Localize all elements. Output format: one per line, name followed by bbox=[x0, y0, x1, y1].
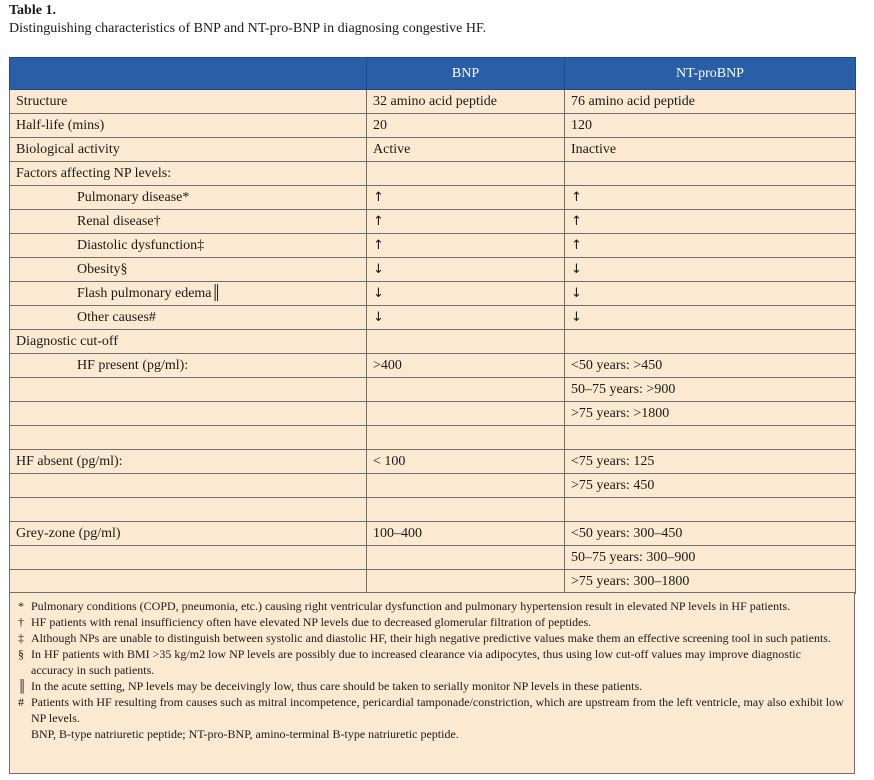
ntprobnp-value-cell: 120 bbox=[565, 114, 856, 138]
footnote-mark: # bbox=[18, 695, 24, 709]
footnotes-box bbox=[9, 592, 855, 774]
table-row bbox=[10, 282, 856, 306]
table-row bbox=[10, 258, 856, 282]
bnp-value-cell: Active bbox=[367, 138, 565, 162]
table-row bbox=[10, 138, 856, 162]
bnp-value-cell: ↑ bbox=[367, 186, 565, 210]
row-label-cell: Pulmonary disease* bbox=[10, 186, 367, 210]
row-label-cell: HF present (pg/ml): bbox=[10, 354, 367, 378]
bnp-value-cell: ↑ bbox=[367, 210, 565, 234]
ntprobnp-value-cell: ↓ bbox=[565, 258, 856, 282]
footnote bbox=[18, 646, 846, 678]
ntprobnp-value-cell bbox=[565, 330, 856, 354]
row-label-cell: Other causes# bbox=[10, 306, 367, 330]
row-label-cell: Biological activity bbox=[10, 138, 367, 162]
bnp-value-cell bbox=[367, 546, 565, 570]
row-label-cell: Flash pulmonary edema║ bbox=[10, 282, 367, 306]
ntprobnp-value-cell: >75 years: 450 bbox=[565, 474, 856, 498]
table-row bbox=[10, 90, 856, 114]
row-label-cell bbox=[10, 498, 367, 522]
ntprobnp-value-cell: <50 years: 300–450 bbox=[565, 522, 856, 546]
table-row bbox=[10, 402, 856, 426]
table-row bbox=[10, 426, 856, 450]
bnp-value-cell bbox=[367, 498, 565, 522]
table-row bbox=[10, 450, 856, 474]
footnote bbox=[18, 694, 846, 726]
bnp-value-cell: >400 bbox=[367, 354, 565, 378]
footnote-mark: * bbox=[18, 599, 24, 613]
bnp-value-cell: ↓ bbox=[367, 282, 565, 306]
table-row bbox=[10, 378, 856, 402]
footnote-mark: ‡ bbox=[18, 631, 24, 645]
header-cell-ntprobnp: NT-proBNP bbox=[565, 58, 856, 90]
bnp-value-cell bbox=[367, 426, 565, 450]
ntprobnp-value-cell: ↑ bbox=[565, 186, 856, 210]
table-row bbox=[10, 354, 856, 378]
ntprobnp-value-cell: 50–75 years: >900 bbox=[565, 378, 856, 402]
table-row bbox=[10, 546, 856, 570]
header-cell-label bbox=[10, 58, 367, 90]
ntprobnp-value-cell: >75 years: >1800 bbox=[565, 402, 856, 426]
footnote-mark: § bbox=[18, 647, 24, 661]
ntprobnp-value-cell: <75 years: 125 bbox=[565, 450, 856, 474]
ntprobnp-value-cell: ↓ bbox=[565, 306, 856, 330]
bnp-value-cell: < 100 bbox=[367, 450, 565, 474]
row-label-cell bbox=[10, 426, 367, 450]
bnp-value-cell: ↑ bbox=[367, 234, 565, 258]
row-label-cell: Obesity§ bbox=[10, 258, 367, 282]
table-row bbox=[10, 522, 856, 546]
ntprobnp-value-cell: ↑ bbox=[565, 210, 856, 234]
footnote bbox=[18, 598, 846, 614]
table-title: Table 1. bbox=[9, 3, 56, 18]
row-label-cell: Diastolic dysfunction‡ bbox=[10, 234, 367, 258]
footnote bbox=[18, 678, 846, 694]
footnote-text: Although NPs are unable to distinguish between systolic and diastolic HF, their high negative predictive values make them an effective screening tool in such patients. bbox=[31, 631, 831, 645]
table-body bbox=[10, 90, 856, 594]
bnp-value-cell: 32 amino acid peptide bbox=[367, 90, 565, 114]
header-row bbox=[10, 58, 856, 90]
ntprobnp-value-cell: <50 years: >450 bbox=[565, 354, 856, 378]
footnote-text: Pulmonary conditions (COPD, pneumonia, etc.) causing right ventricular dysfunction and pulmonary hypertension result in elevated NP levels in HF patients. bbox=[31, 599, 791, 613]
bnp-value-cell: 100–400 bbox=[367, 522, 565, 546]
row-label-cell bbox=[10, 378, 367, 402]
table-row bbox=[10, 498, 856, 522]
footnote-mark: † bbox=[18, 615, 24, 629]
row-label-cell bbox=[10, 570, 367, 594]
row-label-cell: Grey-zone (pg/ml) bbox=[10, 522, 367, 546]
table-row bbox=[10, 234, 856, 258]
header-cell-bnp: BNP bbox=[367, 58, 565, 90]
footnote-text: Patients with HF resulting from causes such as mitral incompetence, pericardial tamponade/constriction, which are upstream from the left ventricle, may also exhibit low NP levels. bbox=[31, 695, 844, 725]
ntprobnp-value-cell: 50–75 years: 300–900 bbox=[565, 546, 856, 570]
bnp-value-cell bbox=[367, 570, 565, 594]
ntprobnp-value-cell: 76 amino acid peptide bbox=[565, 90, 856, 114]
row-label-cell: Structure bbox=[10, 90, 367, 114]
row-label-cell: Half-life (mins) bbox=[10, 114, 367, 138]
bnp-value-cell: ↓ bbox=[367, 306, 565, 330]
row-label-cell: Diagnostic cut-off bbox=[10, 330, 367, 354]
comparison-table bbox=[9, 57, 856, 594]
bnp-value-cell: 20 bbox=[367, 114, 565, 138]
table-row bbox=[10, 210, 856, 234]
bnp-value-cell bbox=[367, 402, 565, 426]
table-caption: Distinguishing characteristics of BNP and NT-pro-BNP in diagnosing congestive HF. bbox=[9, 21, 487, 36]
table-row bbox=[10, 186, 856, 210]
row-label-cell bbox=[10, 474, 367, 498]
bnp-value-cell bbox=[367, 474, 565, 498]
table-row bbox=[10, 570, 856, 594]
footnote-text: In the acute setting, NP levels may be deceivingly low, thus care should be taken to serially monitor NP levels in these patients. bbox=[31, 679, 643, 693]
bnp-value-cell bbox=[367, 330, 565, 354]
table-row bbox=[10, 306, 856, 330]
table-row bbox=[10, 114, 856, 138]
row-label-cell bbox=[10, 546, 367, 570]
abbreviations-note: BNP, B-type natriuretic peptide; NT-pro-BNP, amino-terminal B-type natriuretic peptide. bbox=[31, 727, 459, 741]
bnp-value-cell: ↓ bbox=[367, 258, 565, 282]
ntprobnp-value-cell bbox=[565, 162, 856, 186]
row-label-cell: Renal disease† bbox=[10, 210, 367, 234]
ntprobnp-value-cell bbox=[565, 498, 856, 522]
ntprobnp-value-cell: Inactive bbox=[565, 138, 856, 162]
footnote-text: HF patients with renal insufficiency often have elevated NP levels due to decreased glomerular filtration of peptides. bbox=[31, 615, 592, 629]
footnote bbox=[18, 614, 846, 630]
table-row bbox=[10, 330, 856, 354]
bnp-value-cell bbox=[367, 162, 565, 186]
row-label-cell: Factors affecting NP levels: bbox=[10, 162, 367, 186]
ntprobnp-value-cell: ↓ bbox=[565, 282, 856, 306]
bnp-value-cell bbox=[367, 378, 565, 402]
footnote bbox=[18, 630, 846, 646]
table-row bbox=[10, 162, 856, 186]
ntprobnp-value-cell: ↑ bbox=[565, 234, 856, 258]
row-label-cell: HF absent (pg/ml): bbox=[10, 450, 367, 474]
ntprobnp-value-cell: >75 years: 300–1800 bbox=[565, 570, 856, 594]
row-label-cell bbox=[10, 402, 367, 426]
table-row bbox=[10, 474, 856, 498]
footnote-mark: ║ bbox=[18, 679, 27, 693]
ntprobnp-value-cell bbox=[565, 426, 856, 450]
footnote-text: In HF patients with BMI >35 kg/m2 low NP levels are possibly due to increased clearance via adipocytes, thus using low cut-off values may improve diagnostic accuracy in such patients. bbox=[31, 647, 801, 677]
